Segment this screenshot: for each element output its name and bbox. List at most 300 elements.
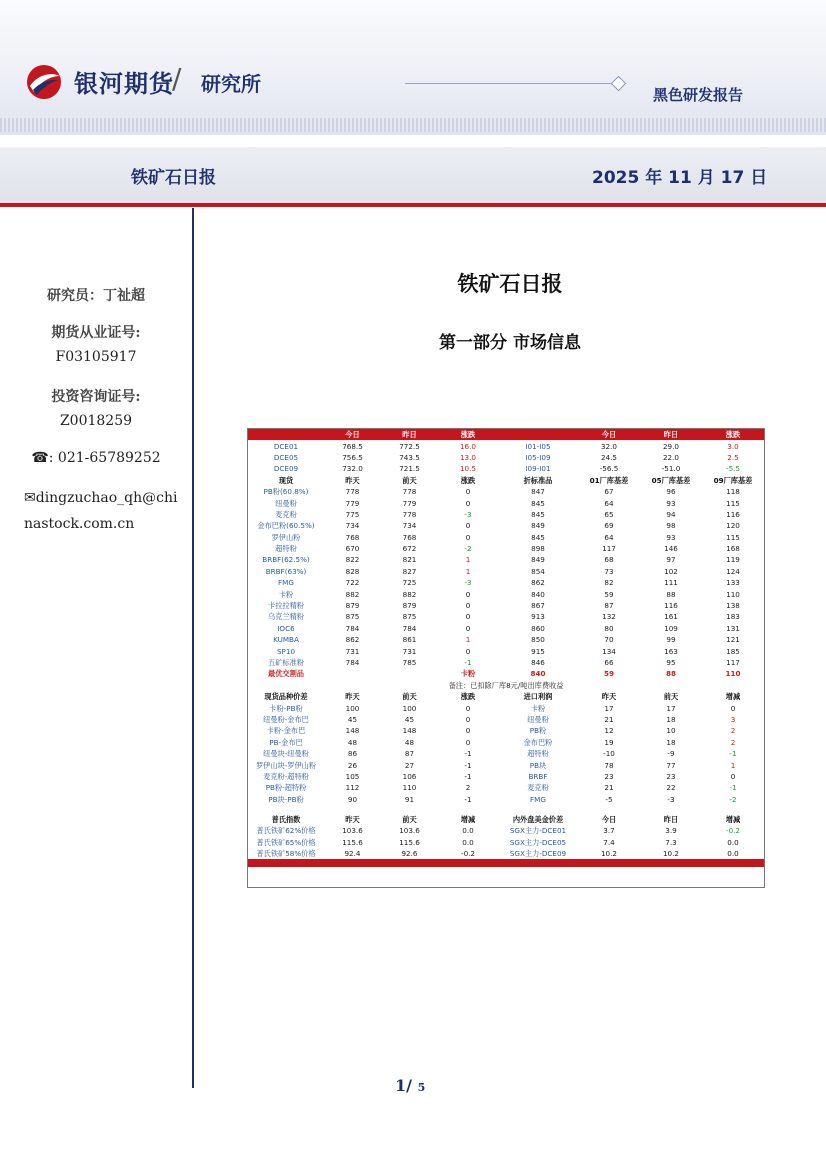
spot-row xyxy=(248,486,764,497)
table-cell: 138 xyxy=(726,601,740,611)
table-cell: 115 xyxy=(726,532,740,542)
table-cell: PB粉-超特粉 xyxy=(265,783,307,793)
table-cell: 115.6 xyxy=(342,837,363,847)
table-cell: 麦克粉 xyxy=(275,509,297,519)
spread-row xyxy=(248,759,764,770)
table-cell: 73 xyxy=(604,566,614,576)
table-cell: 849 xyxy=(531,555,545,565)
table-cell: 97 xyxy=(666,555,676,565)
table-cell: 3.9 xyxy=(665,826,677,836)
table-cell: 778 xyxy=(345,487,360,497)
email-link[interactable]: ✉dingzuchao_qh@chinastock.com.cn xyxy=(24,490,178,532)
table-cell: 875 xyxy=(345,612,360,622)
spot-row xyxy=(248,577,764,588)
table-cell: 19 xyxy=(604,737,614,747)
table-cell: 168 xyxy=(726,544,740,554)
table-cell: 纽曼块-纽曼粉 xyxy=(263,749,309,759)
table-cell: 卡粉-PB粉 xyxy=(269,703,303,713)
table-cell: 32.0 xyxy=(600,441,617,451)
table-cell: 785 xyxy=(402,658,417,667)
spot-row xyxy=(248,600,764,611)
table-cell: 2 xyxy=(730,726,736,736)
spread-row xyxy=(248,737,764,748)
table-cell: 27 xyxy=(404,760,415,770)
platts-row xyxy=(248,825,764,836)
futures-row xyxy=(248,440,764,451)
header-cell: 普氏指数 xyxy=(271,815,301,825)
table-cell: 0 xyxy=(465,646,471,656)
table-cell: 106 xyxy=(402,771,417,781)
table-cell: 26 xyxy=(347,760,358,770)
table-cell: 48 xyxy=(347,737,358,747)
table-cell: 乌克兰精粉 xyxy=(268,612,304,622)
spot-row xyxy=(248,532,764,543)
consult-label: 投资咨询证号: xyxy=(51,389,141,405)
table-cell: 0 xyxy=(465,601,471,611)
table-cell: 845 xyxy=(531,532,545,542)
table-cell: 116 xyxy=(664,601,678,611)
table-cell: 731 xyxy=(345,646,360,656)
table-cell: 卡粉 xyxy=(278,589,294,599)
table-cell: 779 xyxy=(345,498,360,508)
header-cell: 今日 xyxy=(578,429,640,440)
table-cell: 45 xyxy=(347,714,358,724)
table-cell: 7.3 xyxy=(665,837,677,847)
page-number: 1/ 5 xyxy=(395,1076,426,1095)
table-cell: -3 xyxy=(464,509,472,519)
table-cell: 普氏铁矿58%价格 xyxy=(256,849,316,859)
table-cell: 721.5 xyxy=(399,464,420,474)
spot-row xyxy=(248,657,764,668)
header-cell: 今日 xyxy=(601,815,617,825)
table-cell: 93 xyxy=(666,532,676,542)
table-cell: 110 xyxy=(726,589,740,599)
table-cell: 131 xyxy=(726,623,740,633)
table-cell: -56.5 xyxy=(599,464,619,474)
header-cell: 昨日 xyxy=(640,429,702,440)
table-note-row xyxy=(248,680,764,691)
spot-row xyxy=(248,611,764,622)
table-cell: 0 xyxy=(465,612,471,622)
table-cell: 93 xyxy=(666,498,676,508)
table-cell: 148 xyxy=(402,726,417,736)
table-cell: -1 xyxy=(729,783,737,793)
table-cell: 849 xyxy=(531,521,545,531)
table-cell: 21 xyxy=(604,714,614,724)
table-cell: 743.5 xyxy=(399,452,420,462)
table-cell: -51.0 xyxy=(661,464,681,474)
table-cell: -9 xyxy=(667,749,675,759)
table-cell: 779 xyxy=(402,498,417,508)
institute-name: 研究所 xyxy=(201,72,261,96)
consult-number: Z0018259 xyxy=(59,413,133,429)
brand-separator: / xyxy=(172,62,182,95)
table-cell: 775 xyxy=(345,509,360,519)
table-cell: 847 xyxy=(531,487,545,497)
table-cell: 120 xyxy=(726,521,740,531)
table-cell: 99 xyxy=(666,635,676,645)
table-cell: -1 xyxy=(464,771,472,781)
table-cell: 161 xyxy=(664,612,678,622)
table-cell: 1 xyxy=(730,760,736,770)
header-cell: 前天 xyxy=(402,475,417,485)
table-cell: FMG xyxy=(278,578,294,588)
table-cell: 86 xyxy=(347,749,358,759)
table-cell: SGX主力-DCE05 xyxy=(509,837,567,847)
table-cell: 915 xyxy=(531,646,545,656)
table-cell: 768.5 xyxy=(342,441,363,451)
table-cell: 734 xyxy=(345,521,360,531)
table-cell: 116 xyxy=(726,509,740,519)
table-cell: 0.0 xyxy=(727,849,739,859)
table-cell: 3.7 xyxy=(603,826,615,836)
table-cell: 0.0 xyxy=(462,826,474,836)
table-cell: 卡粉 xyxy=(530,703,546,713)
table-cell: 898 xyxy=(531,544,545,554)
spot-row xyxy=(248,566,764,577)
license-number: F03105917 xyxy=(55,349,137,365)
table-cell: 普氏铁矿65%价格 xyxy=(256,837,316,847)
spot-row xyxy=(248,520,764,531)
table-cell: 91 xyxy=(404,794,415,804)
table-cell: -1 xyxy=(464,658,472,667)
header-cell: 折标准品 xyxy=(523,475,553,485)
table-cell: 0.0 xyxy=(462,837,474,847)
table-cell: 109 xyxy=(664,623,678,633)
spread-row xyxy=(248,702,764,713)
table-cell: 3.0 xyxy=(727,441,739,451)
table-cell: 10.2 xyxy=(600,849,617,859)
spread-row xyxy=(248,794,764,805)
table-cell: 828 xyxy=(345,566,360,576)
table-cell: -10 xyxy=(603,749,615,759)
spread-row xyxy=(248,771,764,782)
spot-row xyxy=(248,554,764,565)
table-cell: 0 xyxy=(465,532,471,542)
table-cell: 卡拉拉精粉 xyxy=(268,601,304,611)
table-cell: 115 xyxy=(726,498,740,508)
table-cell: 87 xyxy=(404,749,415,759)
table-cell: 882 xyxy=(345,589,360,599)
table-cell: 10 xyxy=(666,726,676,736)
table-cell: 672 xyxy=(402,544,417,554)
report-series: 黑色研发报告 xyxy=(653,86,744,104)
table-cell: 132 xyxy=(602,612,616,622)
table-cell: 17 xyxy=(604,703,614,713)
table-cell: 10.5 xyxy=(459,464,476,474)
header-cell xyxy=(248,429,324,440)
table-cell: 18 xyxy=(666,714,676,724)
table-cell: IOC6 xyxy=(277,623,295,633)
table-cell: 778 xyxy=(402,487,417,497)
table-cell: 64 xyxy=(604,532,614,542)
table-cell: 纽曼粉 xyxy=(527,714,549,724)
platts-header-row xyxy=(248,814,764,825)
table-cell: 82 xyxy=(604,578,614,588)
table-cell: 840 xyxy=(531,589,545,599)
table-note: 备注：已扣除厂库8元/吨出库费收益 xyxy=(448,680,564,690)
table-cell: 超特粉 xyxy=(527,749,549,759)
table-cell: BRBF xyxy=(528,771,548,781)
table-cell: 96 xyxy=(666,487,676,497)
table-cell: 70 xyxy=(604,635,614,645)
table-cell: 12 xyxy=(604,726,614,736)
header-cell: 增减 xyxy=(725,692,741,702)
table-cell: 862 xyxy=(345,635,360,645)
table-cell: 734 xyxy=(402,521,417,531)
table-cell xyxy=(381,668,438,679)
table-cell: 115.6 xyxy=(399,837,420,847)
header-divider xyxy=(405,83,617,84)
table-cell: 110 xyxy=(402,783,417,793)
header-cell: 涨跌 xyxy=(702,429,764,440)
table-cell: 850 xyxy=(531,635,545,645)
report-name: 铁矿石日报 xyxy=(131,168,216,188)
spot-row xyxy=(248,634,764,645)
table-cell: 罗伊山块-罗伊山粉 xyxy=(255,760,317,770)
table-cell: 100 xyxy=(345,703,360,713)
header-cell: 昨日 xyxy=(663,815,679,825)
table-cell: -0.2 xyxy=(460,849,476,859)
spot-row xyxy=(248,623,764,634)
table-cell: 超特粉 xyxy=(275,544,297,554)
header-cell: 前天 xyxy=(402,815,417,825)
table-cell: 846 xyxy=(531,658,545,667)
table-cell: 103.6 xyxy=(399,826,420,836)
spot-row xyxy=(248,497,764,508)
table-cell: 88 xyxy=(665,669,676,679)
table-cell: PB粉 xyxy=(529,726,547,736)
table-cell: FMG xyxy=(530,794,546,804)
table-cell: 119 xyxy=(726,555,740,565)
spread-row xyxy=(248,748,764,759)
table-cell: 845 xyxy=(531,498,545,508)
header-cell: 进口利润 xyxy=(523,692,553,702)
table-cell: 146 xyxy=(664,544,678,554)
title-band-underline xyxy=(0,203,826,207)
table-cell: 29.0 xyxy=(662,441,679,451)
header-cell: 昨天 xyxy=(345,815,360,825)
table-cell: -1 xyxy=(729,749,737,759)
table-cell: -5 xyxy=(605,794,613,804)
futures-row xyxy=(248,452,764,463)
table-cell: 756.5 xyxy=(342,452,363,462)
table-cell: 3 xyxy=(730,714,736,724)
table-cell: I09-I01 xyxy=(525,464,551,474)
table-cell: 17 xyxy=(666,703,676,713)
table-cell: 66 xyxy=(604,658,614,667)
table-cell: 77 xyxy=(666,760,676,770)
table-cell: DCE09 xyxy=(273,464,299,474)
table-cell: 48 xyxy=(404,737,415,747)
table-cell: 148 xyxy=(345,726,360,736)
table-cell: 0 xyxy=(465,714,471,724)
table-cell: 100 xyxy=(402,703,417,713)
table-footer-bar xyxy=(248,859,764,867)
header-cell: 增减 xyxy=(460,815,476,825)
table-cell: 867 xyxy=(531,601,545,611)
table-cell: 784 xyxy=(402,623,417,633)
futures-header-row xyxy=(248,429,764,440)
table-cell: 860 xyxy=(531,623,545,633)
table-cell: 0 xyxy=(465,623,471,633)
table-cell: PB块 xyxy=(529,760,547,770)
table-cell: 0 xyxy=(730,703,736,713)
table-cell: 0 xyxy=(465,589,471,599)
table-cell: 0 xyxy=(465,703,471,713)
header-cell: 增减 xyxy=(725,815,741,825)
table-cell: 麦克粉 xyxy=(527,783,549,793)
table-cell: 0 xyxy=(730,771,736,781)
table-cell: 87 xyxy=(604,601,614,611)
spot-row xyxy=(248,543,764,554)
table-cell: 24.5 xyxy=(600,452,617,462)
table-cell: 768 xyxy=(345,532,360,542)
spot-row xyxy=(248,645,764,656)
table-cell: 80 xyxy=(604,623,614,633)
table-cell: 98 xyxy=(666,521,676,531)
table-cell: 78 xyxy=(604,760,614,770)
table-cell: 0 xyxy=(465,498,471,508)
header-cell: 内外盘美金价差 xyxy=(512,815,564,825)
header-cell: 昨天 xyxy=(345,692,360,702)
table-cell: -0.2 xyxy=(725,826,741,836)
table-cell: 845 xyxy=(531,509,545,519)
spread-row xyxy=(248,782,764,793)
table-cell: 18 xyxy=(666,737,676,747)
table-cell: 2 xyxy=(730,737,736,747)
table-cell: 124 xyxy=(726,566,740,576)
table-cell: 784 xyxy=(345,623,360,633)
table-cell: 1 xyxy=(465,566,471,576)
table-cell xyxy=(324,668,381,679)
table-cell: DCE05 xyxy=(273,452,299,462)
report-date: 2025 年 11 月 17 日 xyxy=(592,168,768,188)
table-cell: 882 xyxy=(402,589,417,599)
table-cell: 1 xyxy=(465,555,471,565)
table-cell: 65 xyxy=(604,509,614,519)
table-cell: PB粉(60.8%) xyxy=(263,487,309,497)
table-cell: PB块-PB粉 xyxy=(268,794,304,804)
table-cell: 117 xyxy=(726,658,740,667)
table-cell: 778 xyxy=(402,509,417,519)
spot-header-row xyxy=(248,475,764,486)
table-cell: 普氏铁矿62%价格 xyxy=(256,826,316,836)
table-cell: 67 xyxy=(604,487,614,497)
table-cell: 16.0 xyxy=(459,441,476,451)
spot-row xyxy=(248,509,764,520)
table-cell: 90 xyxy=(347,794,358,804)
header-cell: 05厂库基差 xyxy=(651,475,691,485)
table-cell: -1 xyxy=(464,749,472,759)
table-cell: 94 xyxy=(666,509,676,519)
table-cell: 103.6 xyxy=(342,826,363,836)
analyst-name: 研究员：丁祉超 xyxy=(47,288,145,304)
table-cell: 670 xyxy=(345,544,360,554)
table-cell: 854 xyxy=(531,566,545,576)
best-deliverable-row xyxy=(248,668,764,679)
table-cell: 92.6 xyxy=(401,849,418,859)
table-cell: 95 xyxy=(666,658,676,667)
header-cell: 涨跌 xyxy=(438,429,498,440)
table-cell: 22.0 xyxy=(662,452,679,462)
table-cell: BRBF(63%) xyxy=(265,566,307,576)
table-cell: 0 xyxy=(465,726,471,736)
platts-row xyxy=(248,848,764,859)
table-cell: I01-I05 xyxy=(525,441,551,451)
table-cell: -3 xyxy=(464,578,472,588)
spread-row xyxy=(248,725,764,736)
table-cell: 59 xyxy=(603,669,614,679)
header-cell: 昨天 xyxy=(601,692,617,702)
header-cell: 09厂库基差 xyxy=(713,475,753,485)
table-cell: 2.5 xyxy=(727,452,739,462)
table-cell: SGX主力-DCE01 xyxy=(509,826,567,836)
market-data-table xyxy=(247,428,765,888)
table-cell: 23 xyxy=(666,771,676,781)
table-cell: 731 xyxy=(402,646,417,656)
header-cell: 前天 xyxy=(402,692,417,702)
table-cell: 卡粉-金布巴 xyxy=(266,726,306,736)
table-cell: 五矿标准粉 xyxy=(268,658,304,667)
table-cell: -2 xyxy=(729,794,737,804)
spread-row xyxy=(248,714,764,725)
table-cell: 111 xyxy=(664,578,678,588)
table-cell: 732.0 xyxy=(342,464,363,474)
table-cell: 768 xyxy=(402,532,417,542)
table-cell: 0 xyxy=(465,487,471,497)
table-cell: 68 xyxy=(604,555,614,565)
table-cell: 722 xyxy=(345,578,360,588)
table-cell: -3 xyxy=(667,794,675,804)
table-cell: 725 xyxy=(402,578,417,588)
table-cell: 纽曼粉-金布巴 xyxy=(263,714,309,724)
table-spacer xyxy=(248,805,764,814)
table-cell: 879 xyxy=(402,601,417,611)
table-cell: 121 xyxy=(726,635,740,645)
table-cell: 827 xyxy=(402,566,417,576)
header-cell: 现货 xyxy=(278,475,294,485)
table-cell: 784 xyxy=(345,658,360,667)
license-label: 期货从业证号: xyxy=(51,325,141,341)
table-cell: 21 xyxy=(604,783,614,793)
table-cell: -5.5 xyxy=(725,464,741,474)
table-cell: 112 xyxy=(345,783,360,793)
table-cell: 821 xyxy=(402,555,417,565)
spread-header-row xyxy=(248,691,764,702)
table-cell: 861 xyxy=(402,635,417,645)
table-cell: 118 xyxy=(726,487,740,497)
table-cell: 0.0 xyxy=(727,837,739,847)
header-cell: 昨日 xyxy=(381,429,438,440)
table-cell: 麦克粉-超特粉 xyxy=(263,771,309,781)
table-cell: PB-金布巴 xyxy=(269,737,303,747)
table-cell: I05-I09 xyxy=(525,452,551,462)
table-cell: 862 xyxy=(531,578,545,588)
header-cell: 今日 xyxy=(324,429,381,440)
table-cell: 879 xyxy=(345,601,360,611)
table-cell: 105 xyxy=(345,771,360,781)
header-cell: 涨跌 xyxy=(460,475,476,485)
table-cell: -1 xyxy=(464,794,472,804)
table-cell: 913 xyxy=(531,612,545,622)
table-cell: 0 xyxy=(465,521,471,531)
brand-name: 银河期货 xyxy=(74,70,174,98)
table-cell: 纽曼粉 xyxy=(275,498,297,508)
document-title: 铁矿石日报 xyxy=(457,271,563,296)
table-cell: 金布巴粉 xyxy=(523,737,553,747)
header-cell: 现货品种价差 xyxy=(264,692,308,702)
